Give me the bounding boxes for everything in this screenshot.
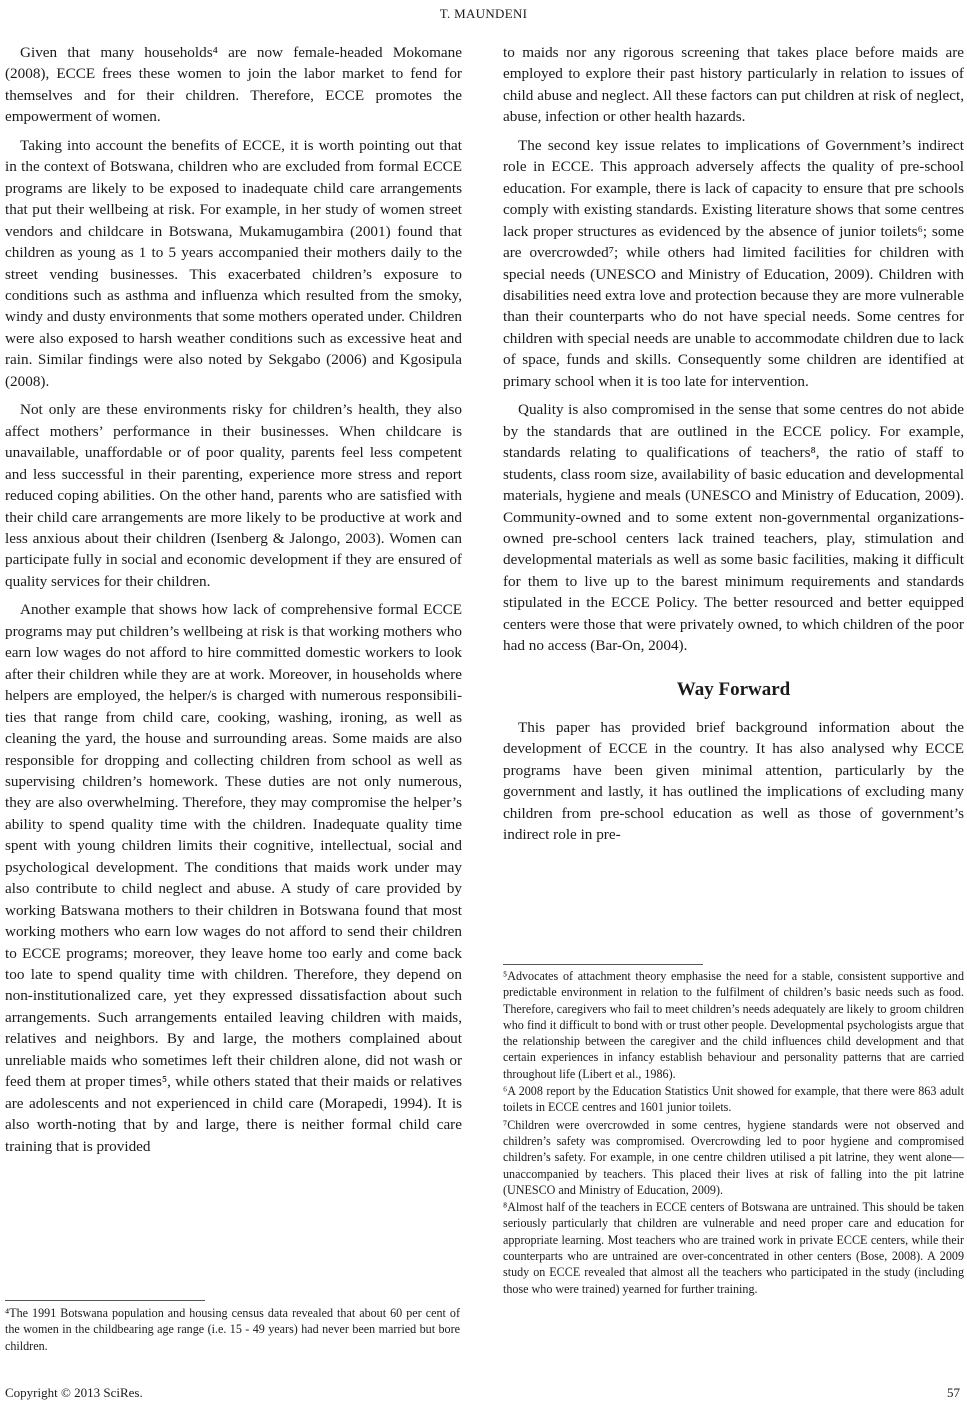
- footnote-6: ⁶A 2008 report by the Education Statistics Unit showed for example, that there were 863 adult toilets in ECCE centres and 1601 junior toilets.: [503, 1084, 964, 1115]
- running-head: T. MAUNDENI: [439, 6, 528, 21]
- right-column: [503, 42, 964, 852]
- footnote-5: ⁵Advocates of attachment theory emphasise the need for a stable, consistent supportive and predictable environment in relation to the fulfilment of children’s basic needs such as food. Therefore, caregivers who fail to meet children’s needs adequately are likely to groom children who find it difficult to bond with or trust other people. Developmental psychologists argue that the relationship between the caregiver and the child influences child development and that certain experiences in infancy establish behaviour and personality patterns that are carried throughout life (Libert et al., 1986).: [503, 969, 964, 1081]
- footnote-4: ⁴The 1991 Botswana population and housing census data revealed that about 60 per cent of the women in the childbearing age range (i.e. 15 - 49 years) had never been married but bore children.: [5, 1306, 460, 1353]
- paragraph: This paper has provided brief background information about the development of ECCE in the country. It has also analysed why ECCE programs have been given minimal attention, particularly by the government and lastly, it has outlined the implications of excluding many children from pre-school education as well as those of government’s indirect role in pre-: [503, 718, 964, 843]
- paragraph: Quality is also compromised in the sense that some centres do not abide by the standards that are outlined in the ECCE policy. For example, standards relating to qualifications of teachers⁸, the ratio of staff to students, class room size, availability of basic education and developmental materials, hygiene and meals (UNESCO and Ministry of Education, 2009). Community-owned and to some extent non-governmental organizations-owned pre-school centers lack trained teachers, play, stimulation and developmental materials as well as some basic facilities, making it difficult for them to live up to the barest minimum requirements and standards stipulated in the ECCE Policy. The better resourced and better equipped centers were those that were privately owned, to which children of the poor had no access (Bar-On, 2004).: [503, 401, 964, 655]
- paragraph: Not only are these environments risky for children’s health, they also affect mothers’ performance in their businesses. When childcare is unavailable, unaffordable or of poor quality, parents feel less competent and less successful in their parenting, experience more stress and report reduced coping abilities. On the other hand, parents who are satisfied with their child care arrangements are more likely to be productive at work and less anxious about their children (Isenberg & Jalongo, 2003). Women can participate fully in social and economic development if they are ensured of quality services for their children.: [5, 401, 462, 590]
- footnote-7: ⁷Children were overcrowded in some centres, hygiene standards were not observed and children’s safety was compromised. Overcrowding led to poor hygiene and compromised children’s safety. For example, in one centre children utilised a pit latrine, they went alone—unaccompanied by teachers. This placed their lives at risk of falling into the pit latrine (UNESCO and Ministry of Education, 2009).: [503, 1117, 964, 1197]
- copyright-notice: Copyright © 2013 SciRes.: [5, 1385, 143, 1400]
- section-heading: Way Forward: [676, 678, 791, 700]
- footnote-8: ⁸Almost half of the teachers in ECCE centers of Botswana are untrained. This should be taken seriously particularly that children are vulnerable and need proper care and education for appropriate learning. Most teachers who are trained work in private ECCE centers, while their counterparts who are untrained are over-concentrated in other centers (Bose, 2008). A 2009 study on ECCE revealed that almost all the teachers who participated in the study (including those who were trained) yearned for further training.: [503, 1200, 964, 1296]
- paragraph: Taking into account the benefits of ECCE, it is worth pointing out that in the context of Botswana, children who are excluded from formal ECCE programs are likely to be exposed to inadequate child care arrangements that put their wellbeing at risk. For example, in her study of women street vendors and childcare in Botswana, Mukamugambira (2001) found that children as young as 1 to 5 years accompanied their mothers daily to the street vending businesses. This exacerbated children’s exposure to conditions such as asthma and influenza which resulted from the smoky, windy and dusty environments that some mothers operated under. Children were also exposed to harsh weather conditions such as excessive heat and rain. Similar findings were also noted by Sekgabo (2006) and Kgosipula (2008).: [5, 136, 462, 390]
- footnote-rule: [5, 1300, 205, 1301]
- paragraph: Given that many households⁴ are now female-headed Mokomane (2008), ECCE frees these women to join the labor market to fend for themselves and for their children. Therefore, ECCE promotes the empowerment of women.: [5, 44, 462, 126]
- paragraph: The second key issue relates to implications of Government’s indirect role in ECCE. This approach adversely affects the quality of pre-school education. For example, there is lack of capacity to ensure that pre schools comply with existing standards. Existing literature shows that some centres lack proper structures as evidenced by the absence of junior toilets⁶; some are overcrowded⁷; while others had limited facilities for children with special needs (UNESCO and Ministry of Education, 2009). Children with disabilities need extra love and protection because they are more vulnerable than their counterparts who do not have special needs. Some centres for children with special needs are unable to accommodate children due to lack of space, funds and skills. Consequently some children are identified at primary school when it is too late for intervention.: [503, 136, 964, 390]
- right-footnotes: [503, 968, 964, 1298]
- left-footnotes: [5, 1305, 460, 1355]
- left-column: [5, 42, 462, 1164]
- page-number: 57: [947, 1385, 960, 1400]
- paragraph: to maids nor any rigorous screening that takes place before maids are employed to explore their past history particularly in relation to issues of child abuse and neglect. All these factors can put children at risk of neglect, abuse, infection or other health hazards.: [503, 44, 964, 126]
- paragraph: Another example that shows how lack of comprehensive formal ECCE programs may put children’s wellbeing at risk is that working mothers who earn low wages do not afford to hire committed domestic workers to look after their children while they are at work. Moreover, in households where helpers are employed, the helper/s is charged with numerous responsibilities that range from child care, cooking, washing, ironing, as well as cleaning the yard, the house and surrounding areas. Some maids are also responsible for dropping and collecting children from school as well as supervising children’s homework. These duties are not only numerous, they are also overwhelming. Therefore, they may compromise the helper’s ability to spend quality time with the children. Inadequate quality time spent with young children limits their cognitive, intellectual, social and psychological development. The conditions that maids work under may also contribute to child neglect and abuse. A study of care provided by working Batswana mothers to their children in Botswana found that most working mothers who earn low wages do not afford to send their children to ECCE programs; moreover, they leave home too early and come back too late to spend quality time with children. Therefore, they depend on non-institutionalized care, yet they expressed dissatisfaction about such arrangements. Such arrangements entailed leaving children with maids, relatives and neighbors. By and large, the mothers complained about unreliable maids who sometimes left their children alone, did not wash or feed them at proper times⁵, while others stated that their maids or relatives are adolescents and not experienced in child care (Morapedi, 1994). It is also worth-noting that by and large, there is neither formal child care training that is provided: [5, 601, 462, 1155]
- footnote-rule: [503, 964, 703, 965]
